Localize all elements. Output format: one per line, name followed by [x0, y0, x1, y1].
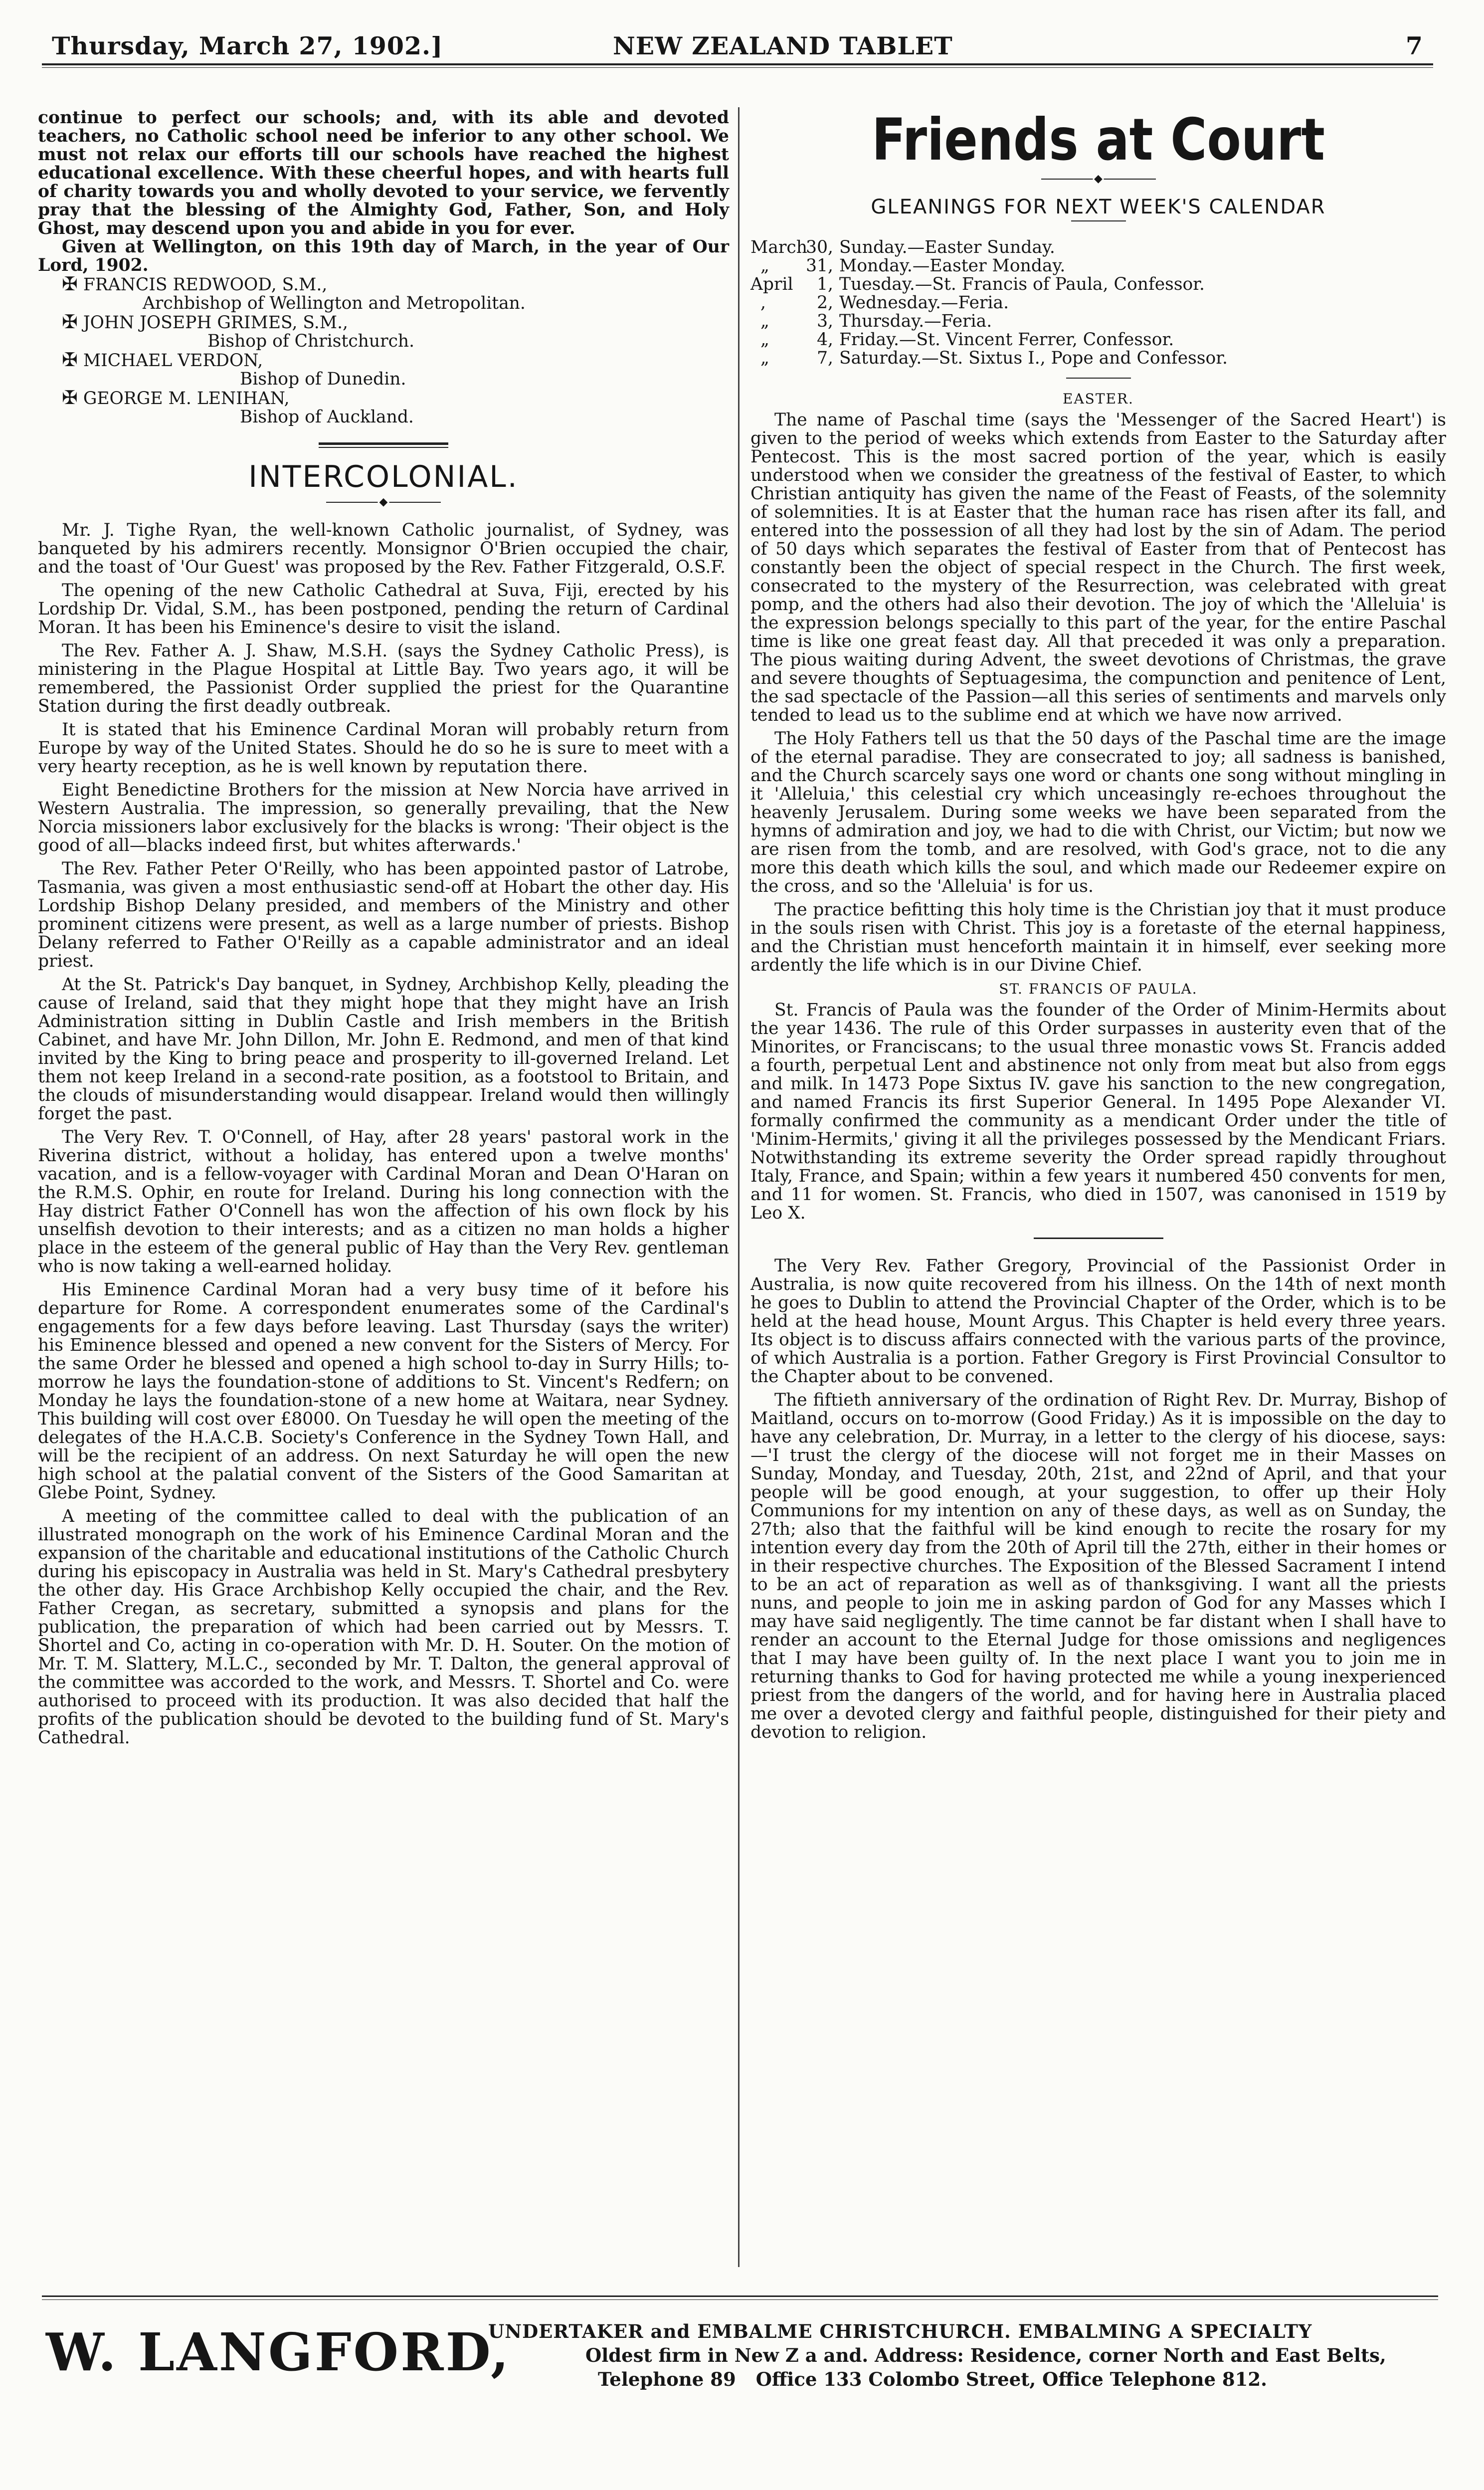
calendar-entry: [750, 294, 1446, 312]
calendar-day: 2,: [817, 293, 833, 313]
intercolonial-heading: INTERCOLONIAL.: [248, 459, 519, 494]
cross-icon: ✠: [62, 311, 78, 333]
article-paragraph: The Rev. Father A. J. Shaw, M.S.H. (says the Sydney Catholic Press), is ministering in the Plague Hospital at Little Bay. Two years ago, it will be remembered, the Passionist Order supplied the priest for the Quarantine Station during the first deadly outbreak.: [38, 641, 729, 716]
calendar-day: 31,: [806, 256, 833, 276]
ad-services: UNDERTAKER and EMBALME CHRISTCHURCH. EMBALMING A SPECIALTY: [488, 2320, 1312, 2342]
footer-rule-thin: [42, 2299, 1438, 2300]
cross-icon: ✠: [62, 349, 78, 371]
undertaker-advertisement: [42, 2295, 1438, 2465]
signatory-title: Bishop of Christchurch.: [207, 331, 415, 351]
calendar-feast: Wednesday.—Feria.: [839, 293, 1009, 313]
calendar-day: 7,: [817, 348, 833, 368]
article-paragraph: A meeting of the committee called to deal with the publication of an illustrated monograph on the work of his Eminence Cardinal Moran and the expansion of the charitable and educational institutions of the Catholic Church during his episcopacy in Australia was held in St. Mary's Cathedral presbytery the other day. His Grace Archbishop Kelly occupied the chair, and the Rev. Father Cregan, as secretary, submitted a synopsis and plans for the publication, the preparation of which had been carried out by Messrs. T. Shortel and Co, acting in co-operation with Mr. D. H. Souter. On the motion of Mr. T. M. Slattery, M.L.C., seconded by Mr. T. Dalton, the general approval of the committee was accorded to the work, and Messrs. T. Shortel and Co. were authorised to proceed with its production. It was also decided that half the profits of the publication should be devoted to the building fund of St. Mary's Cathedral.: [38, 1506, 729, 1748]
calendar-entry: [750, 312, 1446, 331]
ornament-rule: [326, 497, 441, 507]
calendar-entry: [750, 257, 1446, 275]
calendar-feast: Monday.—Easter Monday.: [839, 256, 1066, 276]
calendar-month: „: [760, 348, 769, 368]
signatory-title: Bishop of Dunedin.: [240, 369, 406, 389]
calendar-month: „: [760, 256, 769, 276]
calendar-month: „: [760, 330, 769, 350]
newspaper-title: NEW ZEALAND TABLET: [613, 31, 953, 60]
signatory: [38, 275, 729, 313]
calendar-entry: [750, 349, 1446, 368]
intercolonial-articles: [38, 521, 729, 1747]
signatory: [38, 389, 729, 426]
diamond-icon: ◆: [378, 497, 389, 507]
easter-paragraph: The name of Paschal time (says the 'Messenger of the Sacred Heart') is given to the period of weeks which extends from Easter to the Saturday after Pentecost. This is the most sacred portion of the year, which is easily understood when we consider the greatness of the festival of Easter, to which Christian antiquity has given the name of the Feast of Feasts, of the solemnity of solemnities. It is at Easter that the human race has risen after its fall, and entered into the possession of all they had lost by the sin of Adam. The period of 50 days which separates the festival of Easter from that of Pentecost has constantly been the object of special respect in the Church. The first week, consecrated to the mystery of the Resurrection, was celebrated with great pomp, and the others had also their devotion. The joy of which the 'Alleluia' is the expression belongs specially to this part of the year, for the entire Paschal time is like one great feast day. All that preceded it was only a preparation. The pious waiting during Advent, the sweet devotions of Christmas, the grave and severe thoughts of Septuagesima, the compunction and penitence of Lent, the sad spectacle of the Passion—all this series of sentiments and marvels only tended to lead us to the sublime end at which we have now arrived.: [750, 410, 1446, 725]
footer-rule: [42, 2295, 1438, 2297]
calendar-entry: [750, 331, 1446, 349]
calendar-day: 30,: [806, 237, 833, 257]
section-rule: [319, 442, 448, 445]
page-header: [42, 27, 1433, 67]
issue-date: Thursday, March 27, 1902.]: [52, 31, 443, 60]
calendar-feast: Saturday.—St. Sixtus I., Pope and Confessor.: [839, 348, 1228, 368]
signatory-name: JOHN JOSEPH GRIMES, S.M.,: [83, 313, 349, 333]
short-rule: [1071, 220, 1126, 221]
calendar-entry: [750, 238, 1446, 257]
signatory-title: Bishop of Auckland.: [240, 407, 414, 427]
article-paragraph: The Rev. Father Peter O'Reilly, who has been appointed pastor of Latrobe, Tasmania, was given a most enthusiastic send-off at Hobart the other day. His Lordship Bishop Delany presided, and members of the Ministry and other prominent citizens were present, as well as a large number of priests. Bishop Delany referred to Father O'Reilly as a capable administrator and an ideal priest.: [38, 859, 729, 971]
easter-paragraph: The practice befitting this holy time is the Christian joy that it must produce in the souls risen with Christ. This joy is a foretaste of the eternal happiness, and the Christian must henceforth maintain it in himself, ever seeking more ardently the life which is in our Divine Chief.: [750, 900, 1446, 975]
friends-at-court-title: Friends at Court: [872, 106, 1325, 174]
right-column: [750, 106, 1446, 1747]
cross-icon: ✠: [62, 273, 78, 295]
calendar-feast: Tuesday.—St. Francis of Paula, Confessor.: [839, 274, 1205, 294]
cross-icon: ✠: [62, 387, 78, 409]
pastoral-letter: [38, 109, 729, 275]
calendar-month: ,: [760, 293, 766, 313]
signatory: [38, 351, 729, 389]
given-at: Given at Wellington, on this 19th day of March, in the year of Our Lord, 1902.: [38, 237, 729, 275]
diamond-icon: ◆: [1093, 174, 1104, 184]
signatory-name: FRANCIS REDWOOD, S.M.,: [83, 275, 328, 295]
ad-contact: [598, 2368, 1287, 2390]
signatory-name: GEORGE M. LENIHAN,: [83, 389, 290, 409]
calendar-month: „: [760, 311, 769, 331]
calendar-month: March: [750, 237, 807, 257]
calendar-month: April: [750, 274, 793, 294]
section-rule: [1034, 1238, 1163, 1239]
section-rule-thin: [319, 447, 448, 448]
news-paragraph: The Very Rev. Father Gregory, Provincial of the Passionist Order in Australia, is now quite recovered from his illness. On the 14th of next month he goes to Dublin to attend the Provincial Chapter of the Order, which is to be held at the head house, Mount Argus. This Chapter is held every three years. Its object is to discuss affairs connected with the various parts of the province, of which Australia is a portion. Father Gregory is First Provincial Consultor to the Chapter about to be convened.: [750, 1256, 1446, 1387]
calendar-feast: Friday.—St. Vincent Ferrer, Confessor.: [839, 330, 1174, 350]
article-paragraph: The opening of the new Catholic Cathedral at Suva, Fiji, erected by his Lordship Dr. Vidal, S.M., has been postponed, pending the return of Cardinal Moran. It has been his Eminence's desire to visit the island.: [38, 581, 729, 637]
ad-office: Office 133 Colombo Street, Office Telephone 812.: [755, 2368, 1268, 2390]
ornament-rule: [1041, 174, 1156, 184]
article-paragraph: At the St. Patrick's Day banquet, in Sydney, Archbishop Kelly, pleading the cause of Ireland, said that they might hope that they might have an Irish Administration sitting in Dublin Castle and Irish members in the British Cabinet, and have Mr. John Dillon, Mr. John E. Redmond, and men of that kind invited by the King to bring peace and prosperity to ill-governed Ireland. Let them not keep Ireland in a second-rate position, as a footstool to Britain, and the clouds of misunderstanding would disappear. Ireland would then willingly forget the past.: [38, 975, 729, 1124]
news-paragraph: The fiftieth anniversary of the ordination of Right Rev. Dr. Murray, Bishop of Maitland, occurs on to-morrow (Good Friday.) As it is impossible on the day to have any celebration, Dr. Murray, in a letter to the clergy of his diocese, says:—'I trust the clergy of the diocese will not forget me in their Masses on Sunday, Monday, and Tuesday, 20th, 21st, and 22nd of April, and that your people will be good enough, at your suggestion, to offer up their Holy Communions for my intention on any of these days, as well as on Sunday, the 27th; also that the faithful will be kind enough to recite the rosary for my intention every day from the 20th of April till the 27th, either in their homes or in their respective churches. The Exposition of the Blessed Sacrament I intend to be an act of reparation as well as of thanksgiving. I want all the priests nuns, and people to join me in asking pardon of God for any Masses which I may have said negligently. The time cannot be far distant when I shall have to render an account to the Eternal Judge for those omissions and negligences that I may have been guilty of. In the next place I want you to join me in returning thanks to God for having protected me while a young inexperienced priest from the dangers of the world, and for having here in Australia placed me over a devoted clergy and faithful people, distinguished for their piety and devotion to religion.: [750, 1390, 1446, 1742]
signatories: [38, 275, 729, 426]
easter-paragraph: The Holy Fathers tell us that the 50 days of the Paschal time are the image of the eternal paradise. They are consecrated to joy; all sadness is banished, and the Church scarcely says one word or chants one song without mingling in it 'Alleluia,' this celestial cry which unceasingly re-echoes throughout the heavenly Jerusalem. During some weeks we have been separated from the hymns of admiration and joy, we had to die with Christ, our Victim; but now we are risen from the tomb, and are resolved, with God's grace, not to die any more this death which kills the soul, and which made our Redeemer expire on the cross, and so the 'Alleluia' is for us.: [750, 729, 1446, 896]
short-rule: [1066, 378, 1131, 379]
column-divider: [738, 107, 740, 2267]
calendar-entry: [750, 275, 1446, 294]
article-paragraph: His Eminence Cardinal Moran had a very busy time of it before his departure for Rome. A correspondent enumerates some of the Cardinal's engagements for a few days before leaving. Last Thursday (says the writer) his Eminence blessed and opened a new convent for the Sisters of Mercy. For the same Order he blessed and opened a high school to-day in Surry Hills; to-morrow he lays the foundation-stone of additions to St. Vincent's Redfern; on Monday he lays the foundation-stone of a new home at Waitara, near Sydney. This building will cost over £8000. On Tuesday he will open the meeting of the delegates of the H.A.C.B. Society's Conference in the Sydney Town Hall, and will be the recipient of an address. On next Saturday he will open the new high school at the palatial convent of the Sisters of the Good Samaritan at Glebe Point, Sydney.: [38, 1280, 729, 1503]
article-paragraph: Eight Benedictine Brothers for the mission at New Norcia have arrived in Western Australia. The impression, so generally prevailing, that the New Norcia missioners labor exclusively for the blacks is wrong: 'Their object is the good of all—blacks indeed first, but whites afterwards.': [38, 780, 729, 855]
article-paragraph: The Very Rev. T. O'Connell, of Hay, after 28 years' pastoral work in the Riverina district, without a holiday, has entered upon a twelve months' vacation, and is a fellow-voyager with Cardinal Moran and Dean O'Haran on the R.M.S. Ophir, en route for Ireland. During his long connection with the Hay district Father O'Connell has won the affection of his own flock by his unselfish devotion to their interests; and as a citizen no man holds a higher place in the esteem of the general public of Hay than the Very Rev. gentleman who is now taking a well-earned holiday.: [38, 1127, 729, 1276]
paula-paragraph: St. Francis of Paula was the founder of the Order of Minim-Hermits about the year 1436. The rule of this Order surpasses in austerity even that of the Minorites, or Franciscans; to the usual three monastic vows St. Francis added a fourth, perpetual Lent and abstinence not only from meat but also from eggs and milk. In 1473 Pope Sixtus IV. gave his sanction to the new congregation, and named Francis its first Superior General. In 1495 Pope Alexander VI. formally confirmed the community as a mendicant Order under the title of 'Minim-Hermits,' giving it all the privileges possessed by the Mendicant Friars. Notwithstanding its extreme severity the Order spread rapidly throughout Italy, France, and Spain; within a few years it numbered 450 convents for men, and 11 for women. St. Francis, who died in 1507, was canonised in 1519 by Leo X.: [750, 1000, 1446, 1223]
signatory-name: MICHAEL VERDON,: [83, 351, 263, 371]
calendar-day: 3,: [817, 311, 833, 331]
calendar-feast: Thursday.—Feria.: [839, 311, 992, 331]
pastoral-paragraph: continue to perfect our schools; and, with its able and devoted teachers, no Catholic school need be inferior to any other school. We must not relax our efforts till our schools have reached the highest educational excellence. With these cheerful hopes, and with hearts full of charity towards you and wholly devoted to your service, we fervently pray that the blessing of the Almighty God, Father, Son, and Holy Ghost, may descend upon you and abide in you for ever.: [38, 108, 729, 238]
signatory: [38, 313, 729, 351]
article-paragraph: Mr. J. Tighe Ryan, the well-known Catholic journalist, of Sydney, was banqueted by his admirers recently. Monsignor O'Brien occupied the chair, and the toast of 'Our Guest' was proposed by the Rev. Father Fitzgerald, O.S.F.: [38, 520, 729, 577]
ad-address: Oldest firm in New Z a and. Address: Residence, corner North and East Belts,: [585, 2344, 1386, 2366]
page-number: 7: [1405, 31, 1423, 60]
header-rule: [42, 63, 1433, 65]
ad-telephone: Telephone 89: [598, 2368, 736, 2390]
paula-heading: ST. FRANCIS OF PAULA.: [999, 981, 1198, 997]
calendar-day: 4,: [817, 330, 833, 350]
calendar-list: [750, 238, 1446, 368]
signatory-title: Archbishop of Wellington and Metropolitan.: [143, 293, 526, 313]
header-rule-thin: [42, 67, 1433, 68]
calendar-subtitle: GLEANINGS FOR NEXT WEEK'S CALENDAR: [871, 196, 1326, 218]
calendar-feast: Sunday.—Easter Sunday.: [839, 237, 1055, 257]
calendar-day: 1,: [817, 274, 833, 294]
left-column: [38, 109, 729, 1752]
easter-heading: EASTER.: [1063, 391, 1134, 407]
advertiser-name: W. LANGFORD,: [46, 2321, 511, 2383]
article-paragraph: It is stated that his Eminence Cardinal Moran will probably return from Europe by way of the United States. Should he do so he is sure to meet with a very hearty reception, as he is well known by reputation there.: [38, 720, 729, 777]
